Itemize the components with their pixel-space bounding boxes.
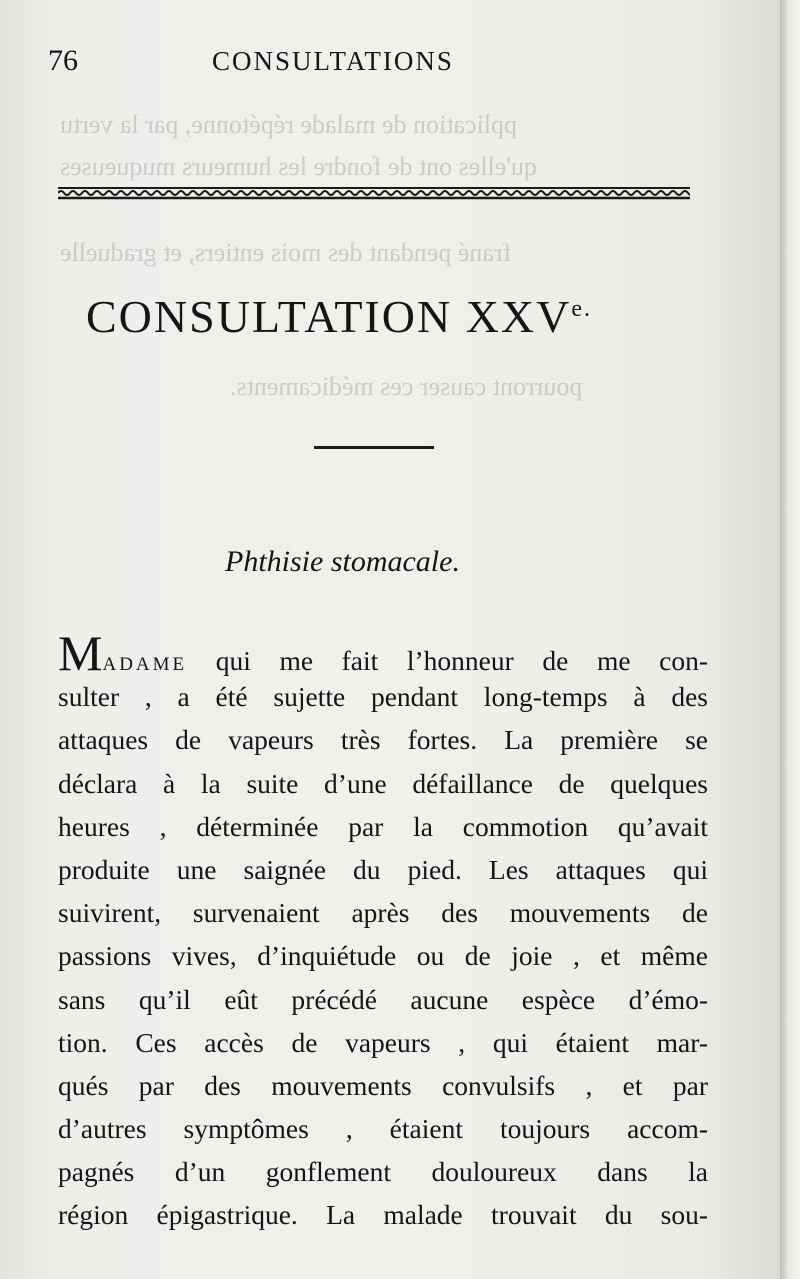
text-line: région épigastrique. La malade trouvait du sou- [58, 1199, 708, 1231]
text-line: passions vives, d’inquiétude ou de joie , et même [58, 940, 708, 972]
show-through-text: pplication de malade répétonne, par la vertu [60, 110, 517, 139]
section-rule [314, 446, 434, 449]
show-through-text: qu'elles ont de fondre les humeurs muqueuses [60, 152, 537, 181]
page-number: 76 [48, 44, 78, 77]
ornamental-rule [58, 186, 690, 200]
text-line-content: qui me fait l’honneur de me con- [187, 645, 708, 676]
text-line: suivirent, survenaient après des mouvements de [58, 897, 708, 929]
section-subtitle: Phthisie stomacale. [225, 545, 460, 578]
chapter-title-text: CONSULTATION XXV [86, 291, 572, 342]
show-through-text: frané pendant des mois entiers, et graduelle [60, 238, 512, 267]
text-line: pagnés d’un gonflement douloureux dans la [58, 1156, 708, 1188]
text-line: attaques de vapeurs très fortes. La première se [58, 724, 708, 756]
drop-cap: M [58, 625, 103, 681]
text-line: heures , déterminée par la commotion qu’avait [58, 810, 708, 842]
text-line: tion. Ces accès de vapeurs , qui étaient mar- [58, 1026, 708, 1058]
text-line: d’autres symptômes , étaient toujours accom- [58, 1113, 708, 1145]
small-caps-word: ADAME [102, 654, 188, 675]
running-head: CONSULTATIONS [212, 46, 454, 76]
text-line: sans qu’il eût précédé aucune espèce d’émo- [58, 983, 708, 1015]
show-through-text: pourront causer ces médicaments. [230, 372, 583, 401]
page-gutter [780, 0, 800, 1279]
body-text [58, 625, 708, 1237]
text-line: qués par des mouvements convulsifs , et par [58, 1069, 708, 1101]
chapter-title-suffix: e. [571, 296, 593, 322]
text-line: produite une saignée du pied. Les attaques qui [58, 853, 708, 885]
text-line: déclara à la suite d’une défaillance de quelques [58, 767, 708, 799]
chapter-title [86, 290, 592, 343]
text-line [58, 625, 708, 681]
text-line: sulter , a été sujette pendant long-temps à des [58, 681, 708, 713]
